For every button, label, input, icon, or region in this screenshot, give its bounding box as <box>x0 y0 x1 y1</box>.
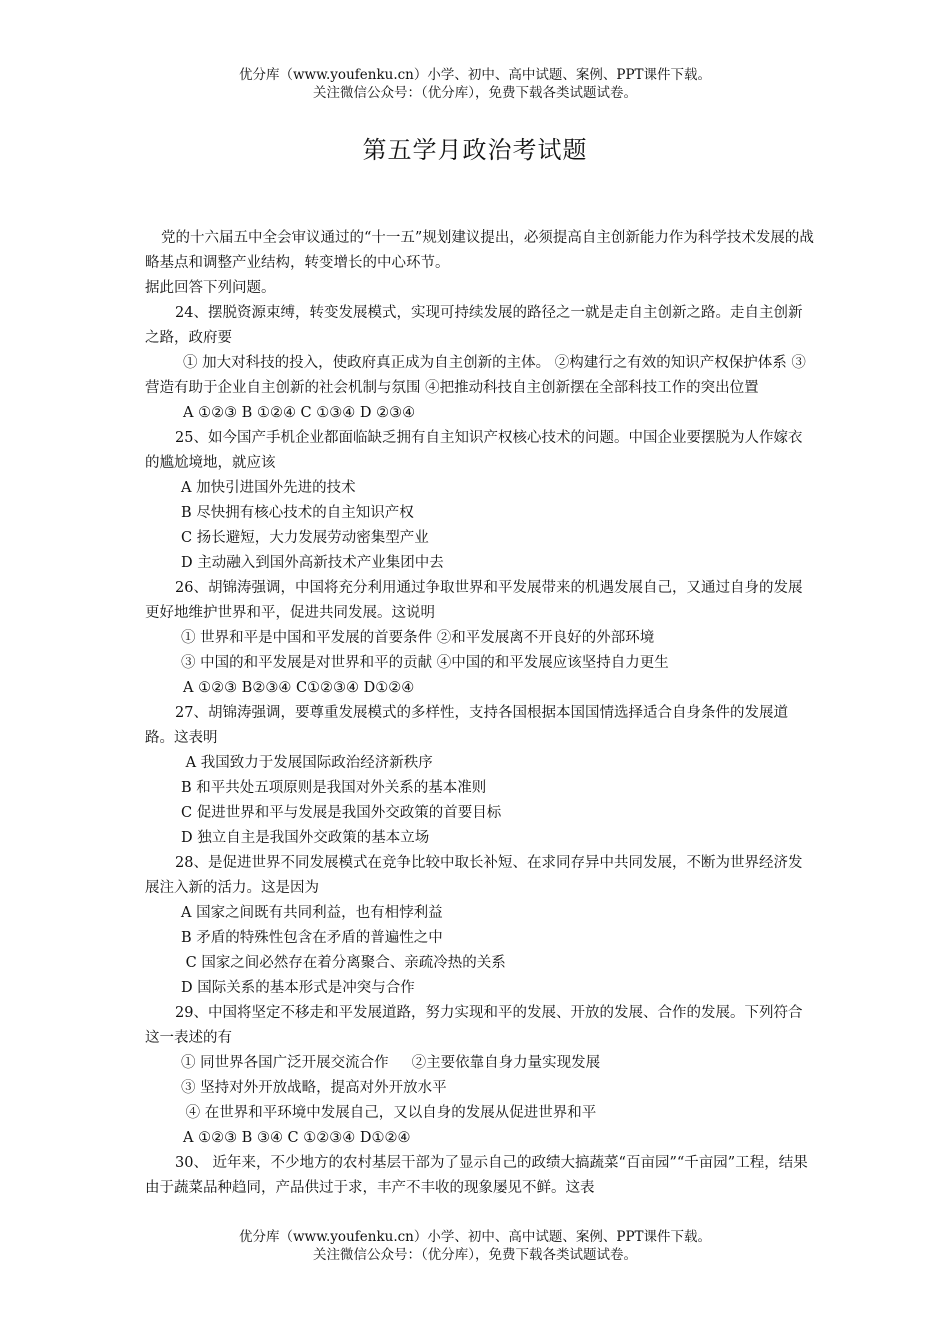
footer-line-2: 关注微信公众号：（优分库），免费下载各类试题试卷。 <box>313 1247 637 1263</box>
footer-line-1: 优分库（www.youfenku.cn）小学、初中、高中试题、案例、PPT课件下载。 <box>238 1229 712 1245</box>
page-header <box>0 66 950 102</box>
question-28-option-b: B 矛盾的特殊性包含在矛盾的普遍性之中 <box>181 930 443 946</box>
question-26-statement-2: ③ 中国的和平发展是对世界和平的贡献 ④中国的和平发展应该坚持自力更生 <box>181 655 669 671</box>
question-27-option-a: A 我国致力于发展国际政治经济新秩序 <box>181 755 433 771</box>
document-body <box>145 226 815 1201</box>
intro-instruction: 据此回答下列问题。 <box>145 280 276 296</box>
question-30-stem: 30、 近年来，不少地方的农村基层干部为了显示自己的政绩大搞蔬菜“百亩园”“千亩园”工程，结果由于蔬菜品种趋同，产品供过于求，丰产不丰收的现象屡见不鲜。这表 <box>145 1155 808 1196</box>
header-line-1: 优分库（www.youfenku.cn）小学、初中、高中试题、案例、PPT课件下载。 <box>238 67 712 83</box>
question-27-option-d: D 独立自主是我国外交政策的基本立场 <box>181 830 430 846</box>
page-title: 第五学月政治考试题 <box>362 136 588 164</box>
question-26-stem: 26、胡锦涛强调，中国将充分利用通过争取世界和平发展带来的机遇发展自己，又通过自身的发展更好地维护世界和平，促进共同发展。这说明 <box>145 580 803 621</box>
question-24-statements: ① 加大对科技的投入，使政府真正成为自主创新的主体。 ②构建行之有效的知识产权保护体系 ③营造有助于企业自主创新的社会机制与氛围 ④把推动科技自主创新摆在全部科技工作的突出位置 <box>145 355 806 396</box>
question-25-option-d: D 主动融入到国外高新技术产业集团中去 <box>181 555 444 571</box>
question-28-option-d: D 国际关系的基本形式是冲突与合作 <box>181 980 415 996</box>
question-27-option-b: B 和平共处五项原则是我国对外关系的基本准则 <box>181 780 487 796</box>
intro-paragraph: 党的十六届五中全会审议通过的“十一五”规划建议提出，必须提高自主创新能力作为科学技术发展的战略基点和调整产业结构，转变增长的中心环节。 <box>145 230 814 271</box>
page-footer <box>0 1228 950 1264</box>
question-27-option-c: C 促进世界和平与发展是我国外交政策的首要目标 <box>181 805 502 821</box>
question-27-stem: 27、胡锦涛强调，要尊重发展模式的多样性，支持各国根据本国国情选择适合自身条件的发展道路。这表明 <box>145 705 788 746</box>
question-25-option-c: C 扬长避短，大力发展劳动密集型产业 <box>181 530 429 546</box>
question-24-choices: A ①②③ B ①②④ C ①③④ D ②③④ <box>183 405 416 421</box>
question-25-option-a: A 加快引进国外先进的技术 <box>181 480 356 496</box>
question-29-statement-1: ① 同世界各国广泛开展交流合作 ②主要依靠自身力量实现发展 <box>181 1055 601 1071</box>
question-29-statement-3: ④ 在世界和平环境中发展自己，又以自身的发展从促进世界和平 <box>181 1105 597 1121</box>
question-28-stem: 28、是促进世界不同发展模式在竞争比较中取长补短、在求同存异中共同发展，不断为世界经济发展注入新的活力。这是因为 <box>145 855 803 896</box>
question-24-stem: 24、摆脱资源束缚，转变发展模式，实现可持续发展的路径之一就是走自主创新之路。走自主创新之路，政府要 <box>145 305 803 346</box>
question-29-statement-2: ③ 坚持对外开放战略，提高对外开放水平 <box>181 1080 447 1096</box>
question-28-option-a: A 国家之间既有共同利益，也有相悖利益 <box>181 905 443 921</box>
question-29-stem: 29、中国将坚定不移走和平发展道路，努力实现和平的发展、开放的发展、合作的发展。下列符合这一表述的有 <box>145 1005 803 1046</box>
question-28-option-c: C 国家之间必然存在着分离聚合、亲疏冷热的关系 <box>181 955 506 971</box>
header-line-2: 关注微信公众号：（优分库），免费下载各类试题试卷。 <box>313 85 637 101</box>
question-25-option-b: B 尽快拥有核心技术的自主知识产权 <box>181 505 414 521</box>
question-26-choices: A ①②③ B②③④ C①②③④ D①②④ <box>183 680 415 696</box>
question-25-stem: 25、如今国产手机企业都面临缺乏拥有自主知识产权核心技术的问题。中国企业要摆脱为人作嫁衣的尴尬境地，就应该 <box>145 430 803 471</box>
question-29-choices: A ①②③ B ③④ C ①②③④ D①②④ <box>183 1130 411 1146</box>
question-26-statement-1: ① 世界和平是中国和平发展的首要条件 ②和平发展离不开良好的外部环境 <box>181 630 655 646</box>
